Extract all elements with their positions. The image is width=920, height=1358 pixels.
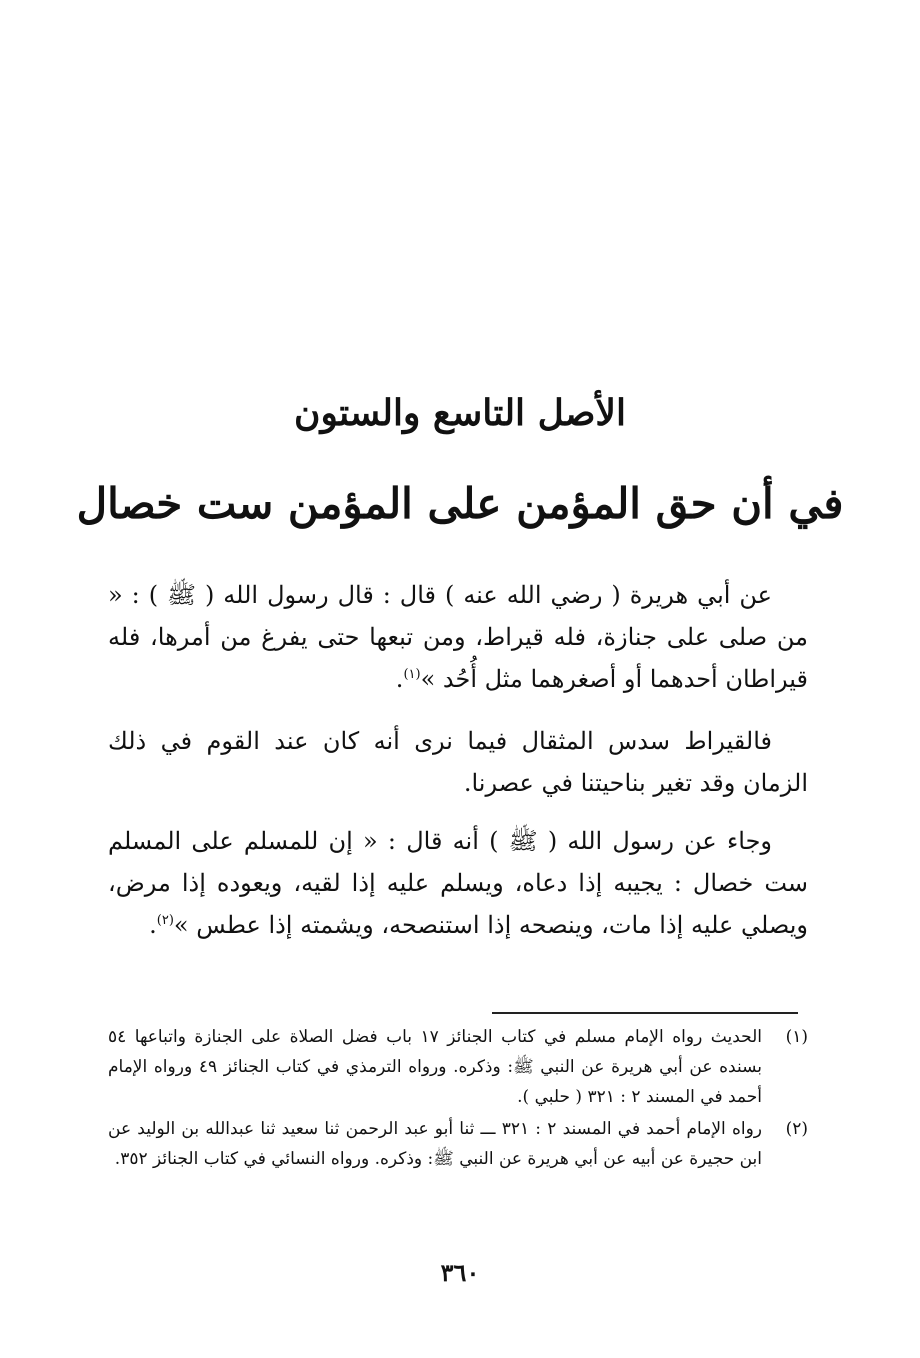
footnote-2-number: (٢) (785, 1119, 808, 1139)
paragraph-qirat (108, 720, 808, 804)
hadith-1-end: . (395, 665, 404, 693)
footnotes (108, 1022, 808, 1176)
footnote-ref-1: (١) (403, 667, 421, 682)
footnote-1-text: الحديث رواه الإمام مسلم في كتاب الجنائز ١٧ باب فضل الصلاة على الجنازة واتباعها ٥٤ بسنده عن أبي هريرة عن النبي ﷺ: وذكره. ورواه الترمذي في كتاب الجنائز ٤٩ ورواه الإمام أحمد في المسند ٢ : ٣٢١ ( حلبي ). (108, 1027, 763, 1107)
footnote-separator (492, 1012, 798, 1014)
footnote-1-number: (١) (785, 1027, 808, 1047)
chapter-title: الأصل التاسع والستون (294, 392, 626, 434)
page-number: ٣٦٠ (440, 1258, 480, 1287)
footnote-2-text: رواه الإمام أحمد في المسند ٢ : ٣٢١ ـــ ثنا أبو عبد الرحمن ثنا سعيد ثنا عبدالله بن الوليد عن ابن حجيرة عن أبيه عن أبي هريرة عن النبي ﷺ: وذكره. ورواه النسائي في كتاب الجنائز ٣٥٢. (108, 1119, 762, 1169)
hadith-1-text: عن أبي هريرة ( رضي الله عنه ) قال : قال رسول الله ( ﷺ ) : « من صلى على جنازة، فله قيراط، ومن تبعها حتى يفرغ من أمرها، فله قيراطان أحدهما أو أصغرهما مثل أُحُد » (108, 581, 808, 693)
paragraph-hadith-2 (108, 820, 808, 946)
footnote-ref-2: (٢) (156, 913, 174, 928)
chapter-subtitle: في أن حق المؤمن على المؤمن ست خصال (76, 479, 844, 528)
hadith-2-text: وجاء عن رسول الله ( ﷺ ) أنه قال : « إن للمسلم على المسلم ست خصال : يجيبه إذا دعاه، ويسلم عليه إذا لقيه، ويعوده إذا مرض، ويصلي عليه إذا مات، وينصحه إذا استنصحه، ويشمته إذا عطس » (108, 827, 808, 939)
footnote-1 (108, 1022, 808, 1112)
hadith-2-end: . (149, 911, 157, 939)
qirat-text: فالقيراط سدس المثقال فيما نرى أنه كان عند القوم في ذلك الزمان وقد تغير بناحيتنا في عصرنا. (108, 727, 808, 797)
footnote-2 (108, 1114, 808, 1174)
paragraph-hadith-1 (108, 574, 808, 700)
